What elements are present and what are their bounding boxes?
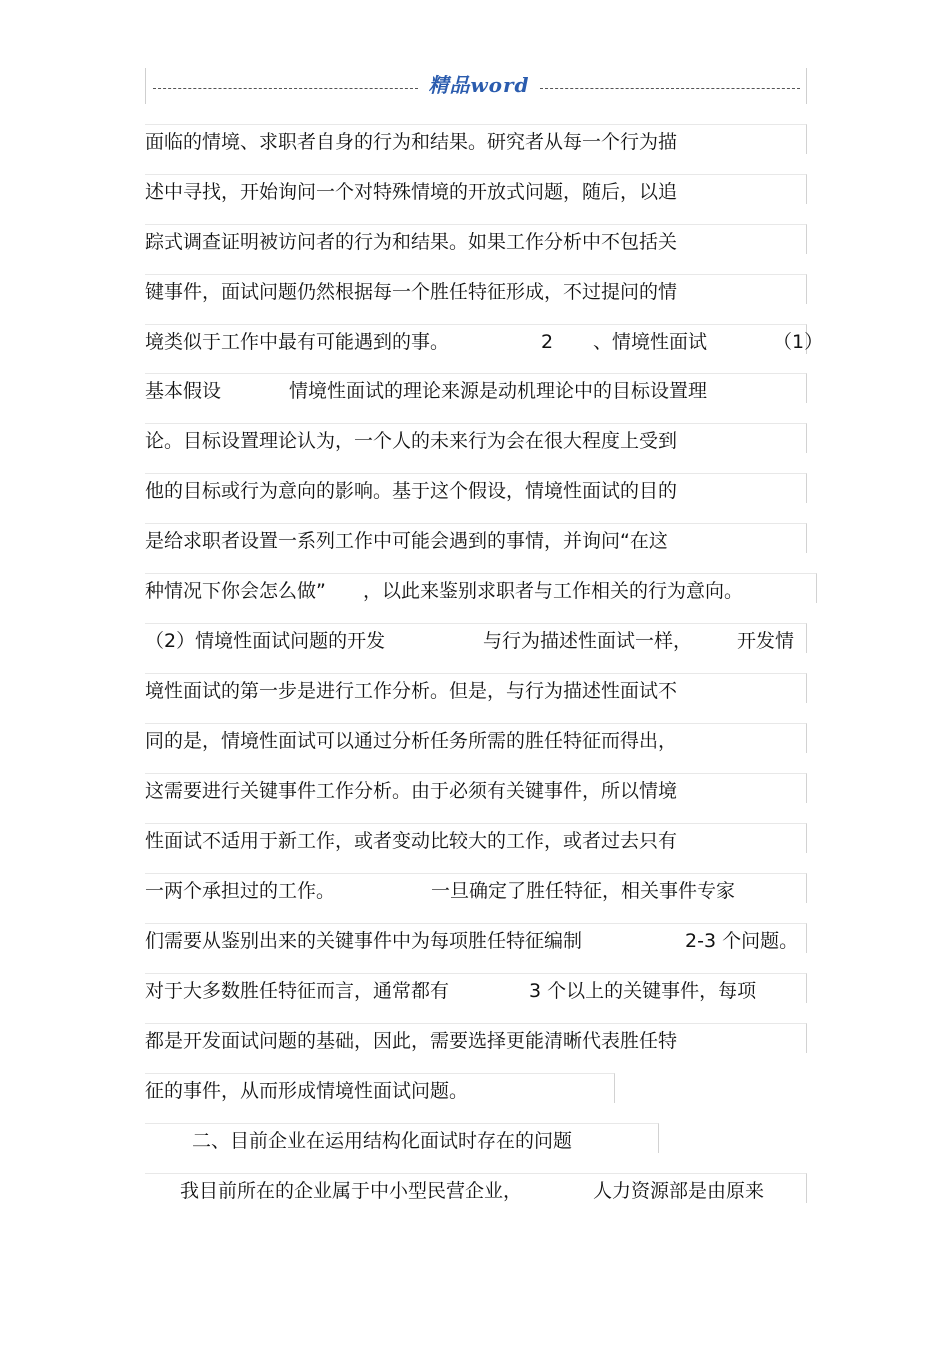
text-segment: 情境性面试的理论来源是动机理论中的目标设置理 <box>289 380 708 402</box>
text-segment: 一旦确定了胜任特征，相关事件专家 <box>431 880 736 902</box>
text-segment: 3 个以上的关键事件，每项 <box>529 980 757 1002</box>
text-line: 论。目标设置理论认为，一个人的未来行为会在很大程度上受到 <box>145 426 807 456</box>
text-line <box>145 1176 807 1206</box>
text-line: 键事件，面试问题仍然根据每一个胜任特征形成，不过提问的情 <box>145 277 807 307</box>
text-line <box>145 376 807 406</box>
text-line: 是给求职者设置一系列工作中可能会遇到的事情，并询问“在这 <box>145 526 807 556</box>
text-line: 都是开发面试问题的基础，因此，需要选择更能清晰代表胜任特 <box>145 1026 807 1056</box>
text-line: 这需要进行关键事件工作分析。由于必须有关键事件，所以情境 <box>145 776 807 806</box>
text-segment: 、情境性面试 <box>593 331 708 353</box>
text-line: 性面试不适用于新工作，或者变动比较大的工作，或者过去只有 <box>145 826 807 856</box>
text-segment: 人力资源部是由原来 <box>593 1180 765 1202</box>
text-segment: ，以此来鉴别求职者与工作相关的行为意向。 <box>363 580 744 602</box>
page-header <box>145 68 807 104</box>
header-dashed-rule-left <box>153 88 418 89</box>
text-segment: 基本假设 <box>145 380 222 402</box>
text-segment: 与行为描述性面试一样， <box>483 630 693 652</box>
header-left-rule <box>145 68 146 104</box>
text-segment: 种情况下你会怎么做” <box>145 580 326 602</box>
text-line: 述中寻找，开始询问一个对特殊情境的开放式问题，随后，以追 <box>145 177 807 207</box>
text-line <box>145 976 807 1006</box>
text-line: 同的是，情境性面试可以通过分析任务所需的胜任特征而得出， <box>145 726 807 756</box>
text-segment: 对于大多数胜任特征而言，通常都有 <box>145 980 450 1002</box>
text-segment: 我目前所在的企业属于中小型民营企业， <box>180 1180 523 1202</box>
text-segment: （2）情境性面试问题的开发 <box>145 630 386 652</box>
header-logo: 精品word <box>428 73 530 97</box>
text-line <box>145 926 807 956</box>
text-segment: 一两个承担过的工作。 <box>145 880 336 902</box>
text-line: 征的事件，从而形成情境性面试问题。 <box>145 1076 615 1106</box>
text-segment: 境类似于工作中最有可能遇到的事。 <box>145 331 450 353</box>
text-line <box>145 576 807 606</box>
text-segment: 们需要从鉴别出来的关键事件中为每项胜任特征编制 <box>145 930 583 952</box>
header-dashed-rule-right <box>540 88 800 89</box>
text-line <box>145 876 807 906</box>
text-line: 境性面试的第一步是进行工作分析。但是，与行为描述性面试不 <box>145 676 807 706</box>
text-segment: 2 <box>541 331 554 353</box>
text-segment: 2-3 个问题。 <box>685 930 799 952</box>
header-right-rule <box>806 68 807 104</box>
text-line <box>145 626 807 656</box>
text-line <box>145 327 824 357</box>
text-segment: 开发情 <box>737 630 795 652</box>
section-heading: 二、目前企业在运用结构化面试时存在的问题 <box>145 1126 659 1156</box>
text-line: 踪式调查证明被访问者的行为和结果。如果工作分析中不包括关 <box>145 227 807 257</box>
text-line: 他的目标或行为意向的影响。基于这个假设，情境性面试的目的 <box>145 476 807 506</box>
text-line: 面临的情境、求职者自身的行为和结果。研究者从每一个行为描 <box>145 127 807 157</box>
text-segment: （1） <box>773 331 824 353</box>
